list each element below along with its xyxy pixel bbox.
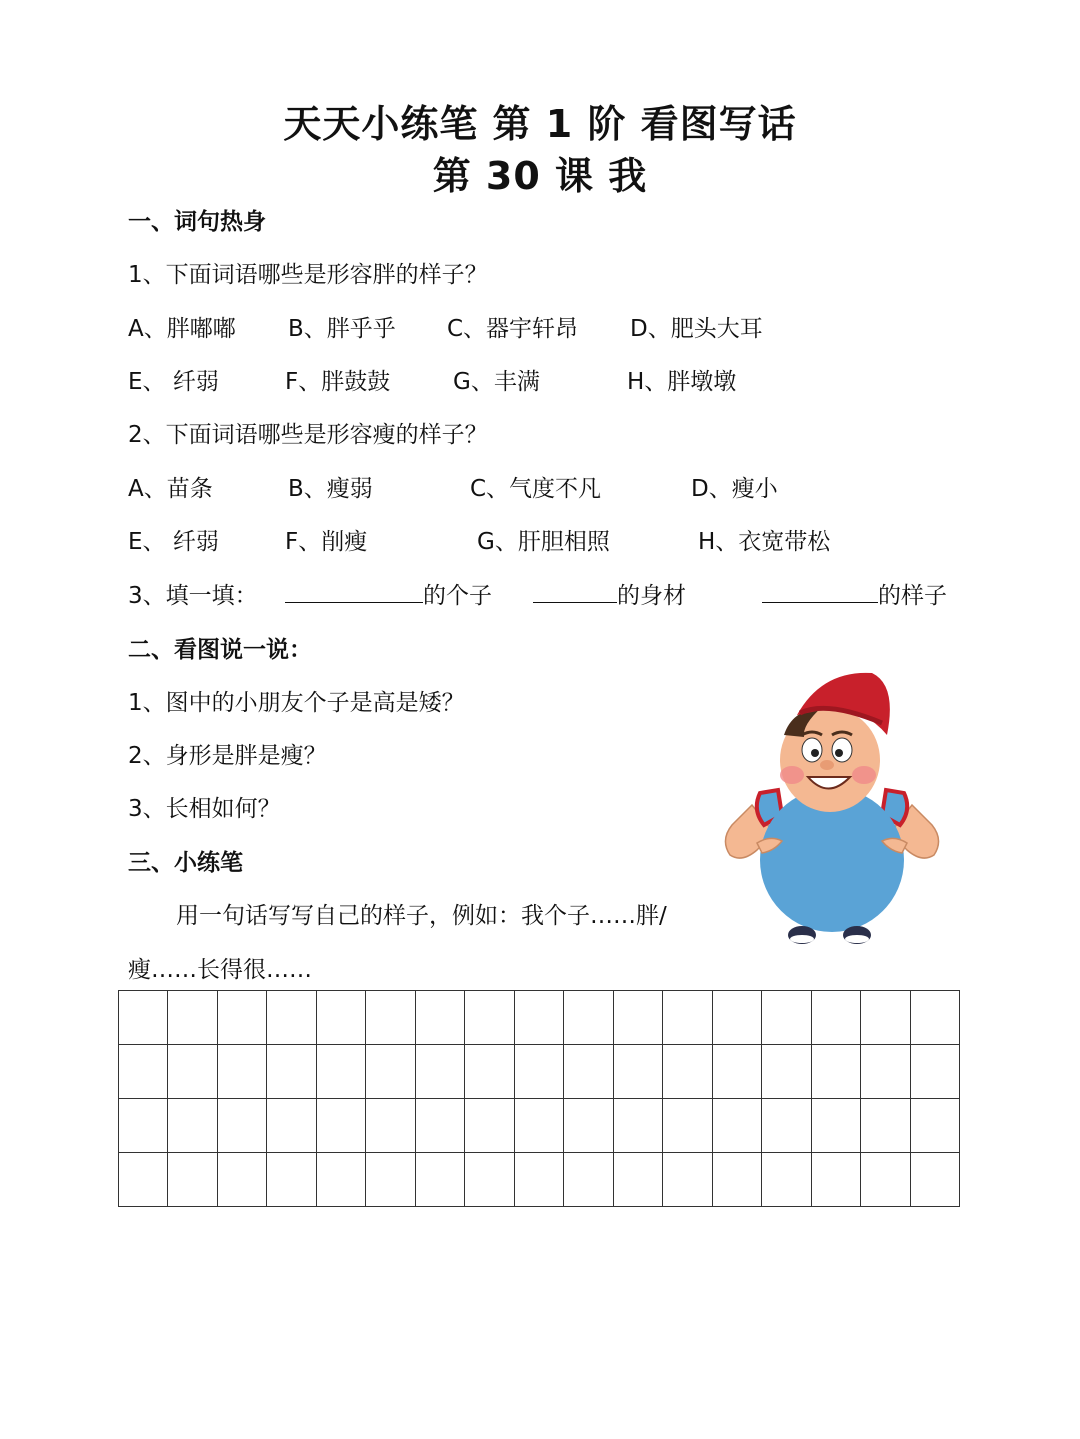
grid-cell[interactable] bbox=[366, 1099, 415, 1153]
q1-option-e: E、 纤弱 bbox=[128, 369, 219, 395]
grid-cell[interactable] bbox=[861, 1153, 910, 1207]
grid-cell[interactable] bbox=[812, 1099, 861, 1153]
grid-cell[interactable] bbox=[366, 1153, 415, 1207]
q2-option-g: G、肝胆相照 bbox=[477, 529, 610, 555]
worksheet-title: 天天小练笔 第 1 阶 看图写话 bbox=[283, 102, 797, 146]
s3-instruction-line2: 瘦……长得很…… bbox=[128, 957, 312, 983]
grid-cell[interactable] bbox=[713, 991, 762, 1045]
grid-cell[interactable] bbox=[366, 991, 415, 1045]
grid-cell[interactable] bbox=[663, 1099, 712, 1153]
grid-cell[interactable] bbox=[911, 1045, 960, 1099]
grid-cell[interactable] bbox=[416, 991, 465, 1045]
grid-cell[interactable] bbox=[564, 1153, 613, 1207]
q1-option-b: B、胖乎乎 bbox=[288, 316, 396, 342]
grid-cell[interactable] bbox=[267, 1099, 316, 1153]
grid-cell[interactable] bbox=[218, 991, 267, 1045]
grid-cell[interactable] bbox=[119, 1099, 168, 1153]
q3-suffix-3: 的样子 bbox=[878, 583, 947, 609]
grid-cell[interactable] bbox=[168, 1099, 217, 1153]
grid-cell[interactable] bbox=[317, 1153, 366, 1207]
grid-cell[interactable] bbox=[861, 1045, 910, 1099]
q1-text: 1、下面词语哪些是形容胖的样子？ bbox=[128, 262, 488, 288]
grid-cell[interactable] bbox=[515, 1153, 564, 1207]
grid-cell[interactable] bbox=[614, 991, 663, 1045]
grid-cell[interactable] bbox=[218, 1153, 267, 1207]
grid-cell[interactable] bbox=[663, 1045, 712, 1099]
s2-question-3: 3、长相如何？ bbox=[128, 796, 281, 822]
grid-cell[interactable] bbox=[119, 991, 168, 1045]
q2-option-e: E、 纤弱 bbox=[128, 529, 219, 555]
grid-cell[interactable] bbox=[317, 1045, 366, 1099]
q3-suffix-1: 的个子 bbox=[423, 583, 492, 609]
grid-cell[interactable] bbox=[416, 1045, 465, 1099]
grid-cell[interactable] bbox=[366, 1045, 415, 1099]
q3-blank-2[interactable] bbox=[533, 577, 686, 610]
grid-cell[interactable] bbox=[119, 1153, 168, 1207]
grid-cell[interactable] bbox=[911, 991, 960, 1045]
grid-cell[interactable] bbox=[465, 1099, 514, 1153]
grid-cell[interactable] bbox=[861, 1099, 910, 1153]
grid-cell[interactable] bbox=[713, 1099, 762, 1153]
q1-option-h: H、胖墩墩 bbox=[627, 369, 737, 395]
grid-cell[interactable] bbox=[317, 1099, 366, 1153]
lesson-title: 第 30 课 我 bbox=[432, 154, 648, 198]
grid-cell[interactable] bbox=[317, 991, 366, 1045]
grid-cell[interactable] bbox=[564, 1099, 613, 1153]
grid-cell[interactable] bbox=[416, 1153, 465, 1207]
grid-cell[interactable] bbox=[812, 991, 861, 1045]
q3-label: 3、填一填： bbox=[128, 583, 258, 609]
grid-cell[interactable] bbox=[762, 1045, 811, 1099]
grid-cell[interactable] bbox=[267, 1153, 316, 1207]
grid-cell[interactable] bbox=[267, 991, 316, 1045]
q2-option-h: H、衣宽带松 bbox=[698, 529, 831, 555]
grid-cell[interactable] bbox=[911, 1153, 960, 1207]
grid-cell[interactable] bbox=[515, 991, 564, 1045]
grid-cell[interactable] bbox=[762, 1099, 811, 1153]
q2-option-d: D、瘦小 bbox=[691, 476, 778, 502]
grid-cell[interactable] bbox=[762, 991, 811, 1045]
grid-cell[interactable] bbox=[663, 1153, 712, 1207]
q2-option-c: C、气度不凡 bbox=[470, 476, 602, 502]
grid-cell[interactable] bbox=[465, 991, 514, 1045]
grid-cell[interactable] bbox=[416, 1099, 465, 1153]
grid-cell[interactable] bbox=[515, 1099, 564, 1153]
q1-option-d: D、肥头大耳 bbox=[630, 316, 763, 342]
grid-cell[interactable] bbox=[564, 991, 613, 1045]
q2-option-b: B、瘦弱 bbox=[288, 476, 373, 502]
grid-cell[interactable] bbox=[663, 991, 712, 1045]
q3-suffix-2: 的身材 bbox=[617, 583, 686, 609]
q2-option-f: F、削瘦 bbox=[285, 529, 368, 555]
writing-grid[interactable] bbox=[118, 990, 960, 1207]
grid-cell[interactable] bbox=[168, 991, 217, 1045]
grid-cell[interactable] bbox=[614, 1045, 663, 1099]
grid-cell[interactable] bbox=[119, 1045, 168, 1099]
grid-cell[interactable] bbox=[515, 1045, 564, 1099]
grid-cell[interactable] bbox=[564, 1045, 613, 1099]
grid-cell[interactable] bbox=[713, 1045, 762, 1099]
grid-cell[interactable] bbox=[465, 1045, 514, 1099]
s3-instruction-line1: 用一句话写写自己的样子，例如：我个子……胖/ bbox=[176, 903, 667, 929]
cartoon-boy-icon bbox=[712, 665, 952, 960]
grid-cell[interactable] bbox=[911, 1099, 960, 1153]
grid-cell[interactable] bbox=[465, 1153, 514, 1207]
q1-option-g: G、丰满 bbox=[453, 369, 540, 395]
s2-question-1: 1、图中的小朋友个子是高是矮？ bbox=[128, 690, 465, 716]
grid-cell[interactable] bbox=[614, 1153, 663, 1207]
q2-option-a: A、苗条 bbox=[128, 476, 213, 502]
q3-blank-1[interactable] bbox=[285, 577, 492, 610]
grid-cell[interactable] bbox=[267, 1045, 316, 1099]
grid-cell[interactable] bbox=[218, 1099, 267, 1153]
section2-heading: 二、看图说一说： bbox=[128, 637, 312, 663]
grid-cell[interactable] bbox=[713, 1153, 762, 1207]
grid-cell[interactable] bbox=[614, 1099, 663, 1153]
q2-text: 2、下面词语哪些是形容瘦的样子？ bbox=[128, 422, 488, 448]
grid-cell[interactable] bbox=[168, 1045, 217, 1099]
grid-cell[interactable] bbox=[168, 1153, 217, 1207]
grid-cell[interactable] bbox=[812, 1045, 861, 1099]
q1-option-c: C、器宇轩昂 bbox=[447, 316, 579, 342]
s2-question-2: 2、身形是胖是瘦？ bbox=[128, 743, 327, 769]
q1-option-f: F、胖鼓鼓 bbox=[285, 369, 391, 395]
q1-option-a: A、胖嘟嘟 bbox=[128, 316, 236, 342]
q3-blank-3[interactable] bbox=[762, 577, 947, 610]
grid-cell[interactable] bbox=[218, 1045, 267, 1099]
grid-cell[interactable] bbox=[762, 1153, 811, 1207]
grid-cell[interactable] bbox=[861, 991, 910, 1045]
grid-cell[interactable] bbox=[812, 1153, 861, 1207]
section3-heading: 三、小练笔 bbox=[128, 850, 243, 876]
section1-heading: 一、词句热身 bbox=[128, 209, 266, 235]
